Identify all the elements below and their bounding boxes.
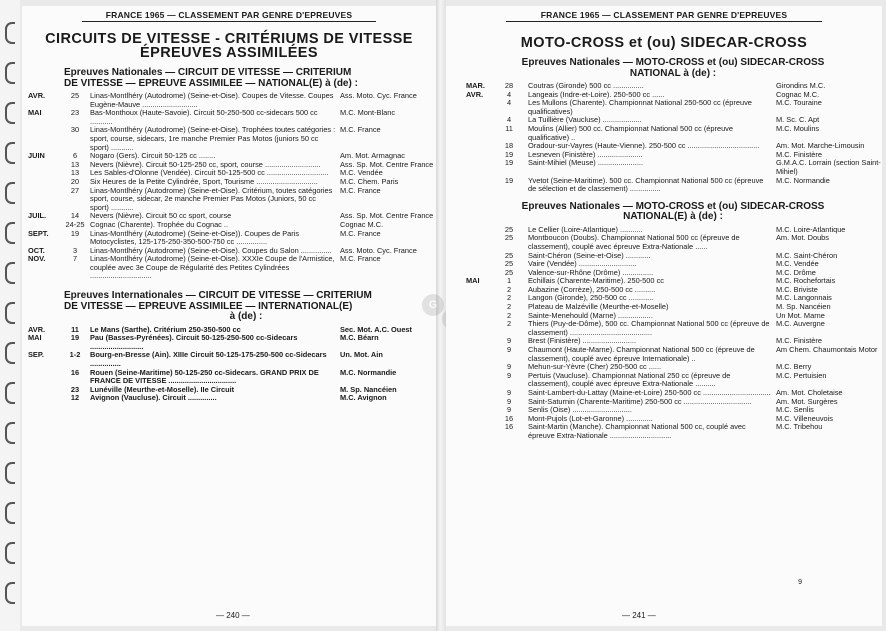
month-cell	[446, 260, 490, 269]
organizer-cell: M.C. Normandie	[776, 175, 830, 185]
day-cell: 4	[506, 89, 512, 99]
day-cell: 2	[506, 310, 512, 320]
month-cell	[446, 303, 490, 312]
day-cell: 9	[506, 345, 512, 355]
binding-ring	[5, 502, 15, 524]
day-cell: 16	[70, 367, 80, 377]
day-cell: 23	[70, 108, 80, 118]
day-cell: 4	[506, 115, 512, 125]
organizer-cell: M.C. Chem. Paris	[340, 176, 399, 186]
organizer-cell: M.C. Tribehou	[776, 422, 823, 432]
event-cell: La Tuillière (Vaucluse) ...................	[528, 115, 642, 125]
event-cell: Senlis (Oise) .............................	[528, 405, 632, 415]
day-cell: 13	[70, 168, 80, 178]
event-cell: Moulins (Allier) 500 cc. Championnat National 500 cc (épreuve qualificative) ..	[528, 123, 733, 142]
table-row	[22, 109, 436, 126]
day-cell: 3	[72, 245, 78, 255]
day-cell: 9	[506, 362, 512, 372]
binding-ring	[5, 302, 15, 324]
day-cell: 19	[70, 228, 80, 238]
organizer-cell: Ass. Moto. Cyc. France	[340, 91, 417, 100]
month-cell	[446, 226, 490, 235]
month-cell	[446, 99, 490, 116]
month-cell	[446, 286, 490, 295]
organizer-cell: M.C. Normandie	[340, 367, 397, 377]
right-page	[446, 6, 882, 626]
organizer-cell: Am. Mot. Marche-Limousin	[776, 141, 865, 151]
day-cell: 25	[504, 250, 514, 260]
organizer-cell: Ass. Sp. Mot. Centre France	[340, 211, 434, 221]
organizer-cell: M. Sc. C. Apt	[776, 115, 820, 125]
table-row	[446, 398, 882, 407]
month-cell	[446, 125, 490, 142]
binding-ring	[5, 342, 15, 364]
event-list-international	[22, 326, 436, 403]
binding-ring	[5, 262, 15, 284]
event-cell: Nogaro (Gers). Circuit 50-125 cc ........	[90, 151, 216, 161]
table-row	[446, 234, 882, 251]
event-cell: Saint-Saturnin (Charente-Maritime) 250-500 cc .................................	[528, 396, 752, 406]
day-cell: 9	[506, 370, 512, 380]
organizer-cell: Am. Mot. Doubs	[776, 233, 829, 243]
event-cell: Saint-Lambert-du-Lattay (Maine-et-Loire) 250-500 cc .................................	[528, 388, 771, 397]
organizer-cell: Sec. Mot. A.C. Ouest	[340, 324, 413, 334]
organizer-cell: M.C. Mont-Blanc	[340, 108, 396, 118]
event-cell: Plateau de Malzéville (Meurthe-et-Moselle)	[528, 302, 669, 312]
day-cell: 28	[504, 81, 514, 90]
day-cell: 19	[504, 175, 514, 185]
binding-ring	[5, 102, 15, 124]
section-heading-national: Epreuves Nationales — CIRCUIT DE VITESSE — CRITERIUM DE VITESSE — EPREUVE ASSIMILEE — NATIONAL(E) à (de) :	[64, 67, 358, 89]
organizer-cell: G.M.A.C. Lorrain (section Saint-Mihiel)	[776, 158, 881, 176]
day-cell: 2	[506, 302, 512, 312]
binding-ring	[5, 582, 15, 604]
organizer-cell: Am. Mot. Choletaise	[776, 388, 843, 397]
binding-ring	[5, 22, 15, 44]
organizer-cell: M.C. Pertuisien	[776, 370, 827, 380]
event-cell: Pertuis (Vaucluse). Championnat National 250 cc (épreuve de classement), couplé avec épreuve Extra-Nationale ..........	[528, 370, 731, 389]
event-cell: Bourg-en-Bresse (Ain). XIIIe Circuit 50-125-175-250-500 cc-Sidecars ...............	[90, 350, 327, 368]
event-cell: Lesneven (Finistère) ......................	[528, 149, 643, 159]
event-cell: Linas-Montlhéry (Autodrome) (Seine-et-Oise). XXXIe Coupe de l'Armistice, couplée avec 3e Coupe de Régularité des Petites Cylindrées ..............................	[90, 254, 335, 281]
month-cell: OCT.	[28, 245, 45, 255]
binding-ring	[5, 222, 15, 244]
organizer-cell: M.C. Avignon	[340, 393, 387, 403]
month-cell: SEP.	[28, 350, 44, 360]
page-title: MOTO-CROSS et (ou) SIDECAR-CROSS	[520, 35, 808, 51]
organizer-cell: M.C. Moulins	[776, 123, 820, 133]
day-cell: 19	[504, 149, 514, 159]
month-cell	[22, 169, 60, 178]
month-cell	[446, 372, 490, 389]
organizer-cell: Cognac M.C.	[776, 89, 820, 99]
month-cell	[446, 337, 490, 346]
day-cell: 9	[506, 336, 512, 346]
day-cell: 19	[504, 158, 514, 168]
organizer-cell: M.C. Saint-Chéron	[776, 250, 838, 260]
section-heading-national: Epreuves Nationales — MOTO-CROSS et (ou) SIDECAR-CROSS NATIONAL à (de) :	[521, 57, 825, 79]
table-row	[446, 372, 882, 389]
day-cell: 25	[504, 259, 514, 269]
event-cell: Langon (Gironde), 250-500 cc ............	[528, 293, 654, 303]
event-cell: Sainte-Menehould (Marne) .................	[528, 310, 653, 320]
organizer-cell: M.C. Finistère	[776, 336, 822, 346]
month-cell	[446, 312, 490, 321]
event-cell: Oradour-sur-Vayres (Haute-Vienne). 250-500 cc ...................................	[528, 141, 760, 151]
month-cell: JUIN	[28, 151, 45, 161]
day-cell: 9	[506, 388, 512, 397]
event-cell: Mont-Pujols (Lot-et-Garonne) .............	[528, 413, 653, 423]
running-head: FRANCE 1965 — CLASSEMENT PAR GENRE D'EPREUVES	[82, 10, 376, 22]
day-cell: 24-25	[65, 219, 85, 229]
month-cell: MAI	[28, 333, 42, 343]
event-cell: Avignon (Vaucluse). Circuit ..............	[90, 393, 217, 403]
organizer-cell: M.C. France	[340, 185, 381, 195]
month-cell	[446, 389, 490, 398]
organizer-cell: M. Sp. Nancéien	[340, 384, 397, 394]
month-cell	[22, 161, 60, 170]
month-cell	[446, 116, 490, 125]
day-cell: 25	[504, 233, 514, 243]
organizer-cell: M.C. Loire-Atlantique	[776, 224, 846, 234]
event-cell: Mehun-sur-Yèvre (Cher) 250-500 cc ......	[528, 362, 662, 372]
organizer-cell: Am. Mot. Surgères	[776, 396, 838, 406]
day-cell: 25	[504, 267, 514, 277]
left-page	[22, 6, 436, 626]
event-cell: Montboucon (Doubs). Championnat National 500 cc (épreuve de classement), couplé avec épreuve Extra-Nationale ......	[528, 233, 740, 251]
event-cell: Le Cellier (Loire-Atlantique) ...........	[528, 224, 643, 234]
organizer-cell: M.C. Villeneuvois	[776, 413, 833, 423]
month-cell: NOV.	[28, 254, 46, 264]
day-cell: 2	[506, 293, 512, 303]
table-row	[22, 126, 436, 152]
event-cell: Coutras (Gironde) 500 cc ...............	[528, 81, 644, 90]
table-row	[22, 255, 436, 281]
table-row	[22, 230, 436, 247]
day-cell: 4	[506, 98, 512, 108]
month-cell	[446, 398, 490, 407]
table-row	[22, 369, 436, 386]
page-number: — 240 —	[216, 611, 250, 620]
page-number: — 241 —	[622, 611, 656, 620]
organizer-cell: M.C. Finistère	[776, 149, 822, 159]
day-cell: 27	[70, 185, 80, 195]
day-cell: 25	[70, 91, 80, 100]
organizer-cell: Girondins M.C.	[776, 81, 826, 90]
section-heading-national-2: Epreuves Nationales — MOTO-CROSS et (ou) SIDECAR-CROSS NATIONAL(E) à (de) :	[521, 200, 825, 223]
event-cell: Les Mullons (Charente). Championnat National 250-500 cc (épreuve qualificatives)	[528, 98, 752, 116]
organizer-cell: M.C. Touraine	[776, 98, 822, 108]
event-cell: Echillais (Charente-Maritime). 250-500 cc	[528, 276, 664, 286]
library-stamp: G	[420, 292, 468, 332]
event-cell: Linas-Montlhéry (Autodrome) (Seine-et-Oise)). Coupes de Paris Motocyclistes, 125-175-250-350-500-750 cc ...............	[90, 228, 300, 247]
event-cell: Cognac (Charente). Trophée du Cognac ..	[90, 219, 229, 229]
edge-mark: 9	[798, 579, 802, 586]
month-cell	[446, 252, 490, 261]
table-row	[22, 351, 436, 368]
day-cell: 11	[71, 324, 79, 334]
month-cell	[446, 363, 490, 372]
month-cell: AVR.	[466, 89, 484, 99]
day-cell: 9	[506, 396, 512, 406]
table-row	[22, 187, 436, 213]
event-cell: Brest (Finistère) ..........................	[528, 336, 637, 346]
month-cell	[22, 369, 60, 386]
event-cell: Six Heures de la Petite Cylindrée, Sport, Tourisme ..............................	[90, 176, 318, 186]
event-cell: Yvetot (Seine-Maritime). 500 cc. Championnat National 500 cc (épreuve de sélection et de classement) ...............	[528, 175, 764, 194]
event-cell: Saint-Mihiel (Meuse) ......................	[528, 158, 643, 168]
month-cell	[446, 406, 490, 415]
organizer-cell: M.C. Briviste	[776, 284, 818, 294]
organizer-cell: Ass. Sp. Mot. Centre France	[340, 159, 434, 169]
day-cell: 20	[70, 176, 80, 186]
organizer-cell: Un. Mot. Ain	[340, 350, 383, 360]
organizer-cell: M.C. France	[340, 228, 381, 238]
month-cell	[446, 320, 490, 337]
table-row	[446, 346, 882, 363]
event-cell: Linas-Montlhéry (Autodrome) (Seine-et-Oise). Critérium, toutes catégories sport, course, sidecar, 2e manche Premier Pas Motos (Juniors, 50 cc sport) ...........	[90, 185, 333, 212]
event-cell: Linas-Montlhéry (Autodrome) (Seine-et-Oise). Coupes de Vitesse. Coupes Eugène-Mauve ...........................	[90, 91, 334, 109]
day-cell: 23	[70, 384, 80, 394]
day-cell: 30	[70, 125, 80, 135]
event-cell: Valence-sur-Rhône (Drôme) ...............	[528, 267, 654, 277]
day-cell: 6	[72, 151, 78, 161]
event-list-national-2	[446, 226, 882, 441]
month-cell: MAI	[28, 108, 42, 118]
organizer-cell: Ass. Moto. Cyc. France	[340, 245, 417, 255]
table-row	[446, 125, 882, 142]
month-cell	[22, 187, 60, 213]
table-row	[22, 334, 436, 351]
organizer-cell: M. Sp. Nancéien	[776, 302, 831, 312]
section-heading-international: Epreuves Internationales — CIRCUIT DE VITESSE — CRITERIUM DE VITESSE — EPREUVE ASSIMILEE — INTERNATIONAL(E) à (de) :	[64, 290, 372, 323]
day-cell: 1-2	[69, 350, 81, 360]
organizer-cell: M.C. France	[340, 254, 381, 264]
event-cell: Aubazine (Corrèze), 250-500 cc ..........	[528, 284, 656, 294]
month-cell	[22, 126, 60, 152]
event-cell: Linas-Montlhéry (Autodrome) (Seine-et-Oise). Trophées toutes catégories : sport, course, sidecars, 1re manche Premier Pas Motos (juniors 50 cc sport) ...........	[90, 125, 336, 152]
month-cell	[22, 386, 60, 395]
event-cell: Thiers (Puy-de-Dôme), 500 cc. Championnat National 500 cc (épreuve de classement) ........................................	[528, 319, 770, 337]
month-cell	[446, 151, 490, 160]
event-cell: Nevers (Nièvre). Circuit 50 cc sport, course	[90, 211, 232, 221]
month-cell: MAI	[466, 276, 480, 286]
event-list-national	[22, 92, 436, 281]
event-list-national	[446, 82, 882, 194]
organizer-cell: M.C. Auvergne	[776, 319, 825, 329]
day-cell: 13	[70, 159, 80, 169]
month-cell: MAR.	[466, 81, 485, 90]
month-cell	[22, 178, 60, 187]
event-cell: Langeais (Indre-et-Loire). 250-500 cc ......	[528, 89, 665, 99]
month-cell	[446, 159, 490, 176]
day-cell: 19	[70, 333, 80, 343]
table-row	[22, 92, 436, 109]
day-cell: 12	[70, 393, 80, 403]
organizer-cell: M.C. Vendée	[776, 259, 819, 269]
running-head: FRANCE 1965 — CLASSEMENT PAR GENRE D'EPREUVES	[506, 10, 822, 22]
table-row	[446, 320, 882, 337]
event-cell: Les Sables-d'Olonne (Vendée). Circuit 50-125-500 cc ..............................	[90, 168, 329, 178]
binding-ring	[5, 422, 15, 444]
organizer-cell: Cognac M.C.	[340, 219, 384, 229]
event-cell: Nevers (Nièvre). Circuit 50-125-250 cc, sport, course ...........................	[90, 159, 321, 169]
month-cell	[446, 346, 490, 363]
day-cell: 16	[504, 413, 514, 423]
month-cell: AVR.	[28, 324, 46, 334]
organizer-cell: Am Chem. Chaumontais Motor	[776, 345, 878, 355]
table-row	[22, 394, 436, 403]
event-cell: Pau (Basses-Pyrénées). Circuit 50-125-250-500 cc-Sidecars ..........................	[90, 333, 298, 351]
day-cell: 18	[504, 141, 514, 151]
month-cell: AVR.	[28, 91, 46, 100]
organizer-cell: M.C. Berry	[776, 362, 812, 372]
table-row	[446, 177, 882, 194]
day-cell: 11	[505, 123, 513, 133]
organizer-cell: M.C. Langonnais	[776, 293, 832, 303]
organizer-cell: M.C. Rochefortais	[776, 276, 836, 286]
organizer-cell: Am. Mot. Armagnac	[340, 151, 405, 161]
event-cell: Vaire (Vendée) ............................	[528, 259, 637, 269]
binding-ring	[5, 182, 15, 204]
binding-ring	[5, 62, 15, 84]
month-cell: JUIL.	[28, 211, 47, 221]
event-cell: Bas-Monthoux (Haute-Savoie). Circuit 50-250-500 cc-sidecars 500 cc ...........	[90, 108, 318, 126]
organizer-cell: M.C. Vendée	[340, 168, 383, 178]
month-cell	[446, 234, 490, 251]
event-cell: Linas-Montlhéry (Autodrome) (Seine-et-Oise). Coupes du Salon ...............	[90, 245, 332, 255]
event-cell: Chaumont (Haute-Marne). Championnat National 500 cc (épreuve de classement), couplé avec épreuve Internationale) ..	[528, 345, 755, 363]
day-cell: 14	[70, 211, 80, 221]
event-cell: Rouen (Seine-Maritime) 50-125-250 cc-Sidecars. GRAND PRIX DE FRANCE DE VITESSE .................................	[90, 367, 319, 386]
organizer-cell: M.C. France	[340, 125, 381, 135]
organizer-cell: M.C. Drôme	[776, 267, 816, 277]
month-cell	[446, 177, 490, 194]
month-cell	[22, 394, 60, 403]
organizer-cell: M.C. Béarn	[340, 333, 379, 343]
organizer-cell: Un Mot. Marne	[776, 310, 825, 320]
day-cell: 2	[506, 284, 512, 294]
month-cell	[446, 142, 490, 151]
day-cell: 7	[72, 254, 78, 264]
day-cell: 2	[506, 319, 512, 329]
event-cell: Lunéville (Meurthe-et-Moselle). IIe Circuit	[90, 384, 235, 394]
month-cell	[446, 415, 490, 424]
page-title: CIRCUITS DE VITESSE - CRITÉRIUMS DE VITESSE ÉPREUVES ASSIMILÉES	[45, 31, 413, 61]
day-cell: 16	[504, 422, 514, 432]
event-cell: Saint-Martin (Manche). Championnat National 500 cc, couplé avec épreuve Extra-Nationale ..............................	[528, 422, 746, 440]
binding-ring	[5, 542, 15, 564]
table-row	[446, 159, 882, 176]
table-row	[446, 423, 882, 440]
binding-ring	[5, 142, 15, 164]
day-cell: 25	[504, 224, 514, 234]
table-row	[446, 99, 882, 116]
month-cell	[446, 294, 490, 303]
day-cell: 1	[506, 276, 512, 286]
month-cell: SEPT.	[28, 228, 49, 238]
binding-ring	[5, 462, 15, 484]
event-cell: Le Mans (Sarthe). Critérium 250-350-500 cc	[90, 324, 241, 334]
binding-spine	[0, 0, 20, 631]
day-cell: 9	[506, 405, 512, 415]
month-cell	[446, 423, 490, 440]
binding-ring	[5, 382, 15, 404]
event-cell: Saint-Chéron (Seine-et-Oise) ............	[528, 250, 651, 260]
organizer-cell: M.C. Senlis	[776, 405, 814, 415]
